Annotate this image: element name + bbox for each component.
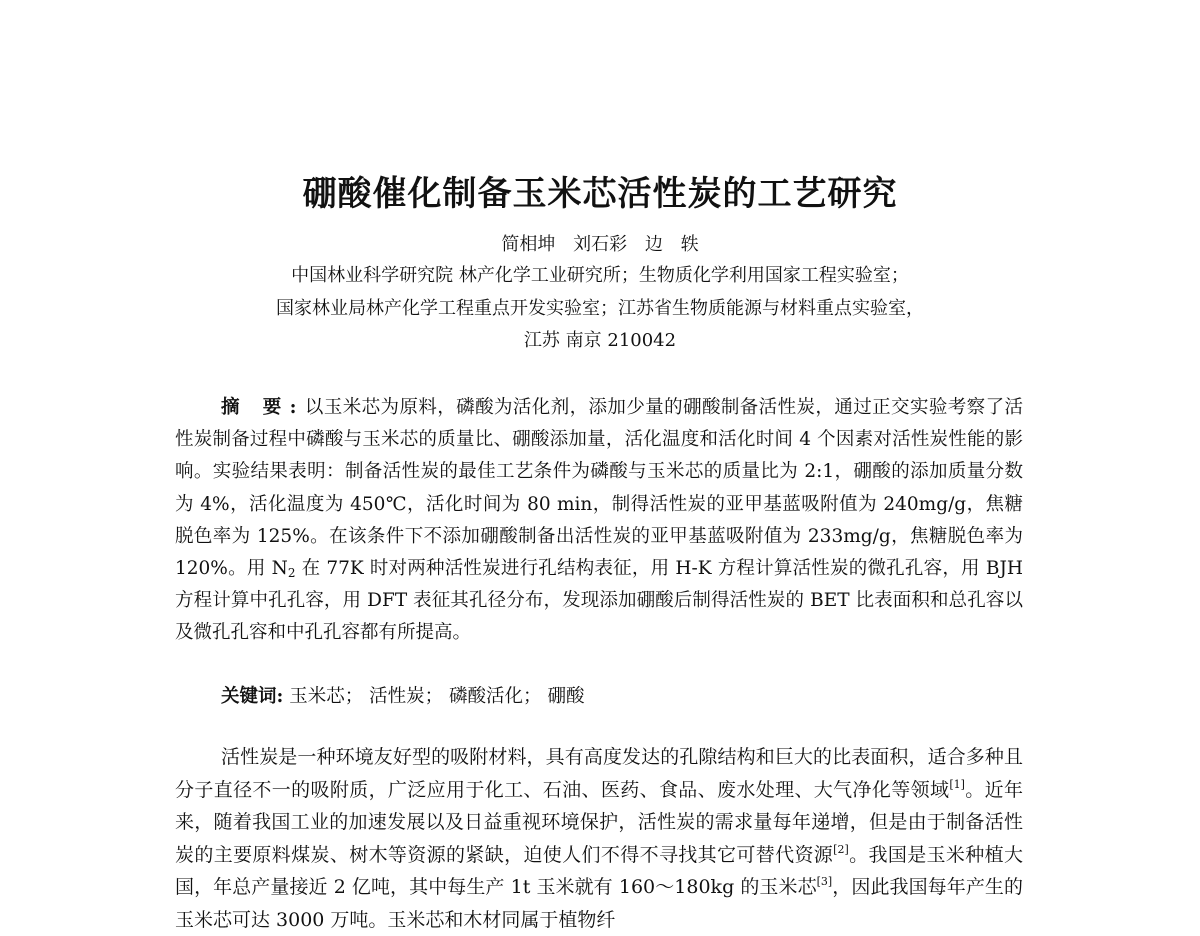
author-name: 边 轶	[644, 234, 699, 255]
body-text: 。我国是玉米种植大国，年总产量接近 2 亿吨，其中每生产 1t 玉米就有 160～180kg 的玉米芯	[175, 843, 1023, 898]
abstract-text: 在 77K 时对两种活性炭进行孔结构表征，用 H-K 方程计算活性炭的微孔孔容，用 BJH 方程计算中孔孔容，用 DFT 表征其孔径分布，发现添加硼酸后制得活性炭的 BET 比表面积和总孔容以及微孔孔容和中孔孔容都有所提高。	[175, 558, 1023, 644]
intro-paragraph	[175, 741, 1023, 936]
author-list	[0, 231, 1200, 259]
keyword: 活性炭；	[369, 686, 444, 707]
subscript-two: 2	[287, 566, 296, 581]
citation: [3]	[816, 875, 833, 888]
author-name: 刘石彩	[573, 234, 628, 255]
paper-title: 硼酸催化制备玉米芯活性炭的工艺研究	[302, 174, 898, 214]
keyword: 硼酸	[547, 686, 585, 707]
keywords-label: 关键词:	[221, 686, 284, 707]
body-text: ，因此我国每年产生的玉米芯可达 3000 万吨。玉米芯和木材同属于植物纤	[175, 876, 1023, 931]
body-text: 活性炭是一种环境友好型的吸附材料，具有高度发达的孔隙结构和巨大的比表面积，适合多种且分子直径不一的吸附质，广泛应用于化工、石油、医药、食品、废水处理、大气净化等领域	[175, 746, 1023, 801]
citation: [1]	[949, 777, 965, 791]
keywords	[221, 682, 1021, 712]
author-name: 简相坤	[501, 234, 556, 255]
affiliation-line: 江苏 南京 210042	[523, 330, 677, 351]
affiliation-line: 国家林业局林产化学工程重点开发实验室；江苏省生物质能源与材料重点实验室，	[276, 298, 924, 319]
keyword: 磷酸活化；	[449, 686, 542, 707]
abstract	[175, 392, 1023, 650]
citation: [2]	[833, 842, 849, 856]
keyword: 玉米芯；	[289, 686, 364, 707]
abstract-label: 摘 要:	[221, 397, 305, 418]
affiliation-line: 中国林业科学研究院 林产化学工业研究所；生物质化学利用国家工程实验室；	[291, 265, 909, 286]
abstract-text: 以玉米芯为原料，磷酸为活化剂，添加少量的硼酸制备活性炭，通过正交实验考察了活性炭制备过程中磷酸与玉米芯的质量比、硼酸添加量，活化温度和活化时间 4 个因素对活性炭性能的影响。实验结果表明：制备活性炭的最佳工艺条件为磷酸与玉米芯的质量比为 2:1，硼酸的添加质量分数为 4%，活化温度为 450℃，活化时间为 80 min，制得活性炭的亚甲基蓝吸附值为 240mg/g，焦糖脱色率为 125%。在该条件下不添加硼酸制备出活性炭的亚甲基蓝吸附值为 233mg/g，焦糖脱色率为 120%。用 N	[175, 397, 1023, 580]
body-text: 。近年来，随着我国工业的加速发展以及日益重视环境保护，活性炭的需求量每年递增，但是由于制备活性炭的主要原料煤炭、树木等资源的紧缺，迫使人们不得不寻找其它可替代资源	[175, 778, 1023, 866]
